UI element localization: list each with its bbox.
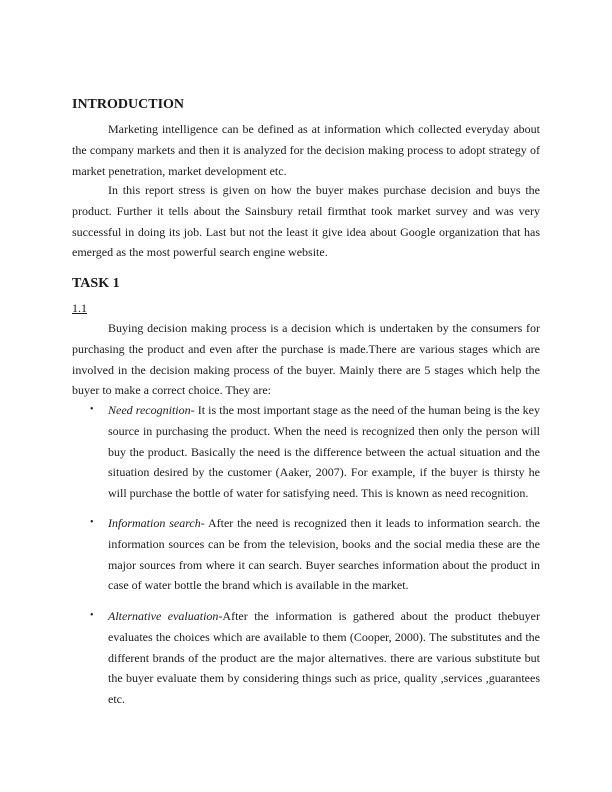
- bullet-term: Alternative evaluation: [108, 609, 219, 623]
- bullet-icon: •: [90, 517, 94, 528]
- bullet-text: - It is the most important stage as the need of the human being is the key source in purchasing the product. When the need is recognized then only the person will buy the product. Basically the need is the difference between the actual situation and the situation desired by the customer (Aaker, 2007). For example, if the buyer is thirsty he will purchase the bottle of water for satisfying need. This is known as need recognition.: [108, 403, 540, 501]
- bullet-icon: •: [90, 404, 94, 415]
- bullet-need-recognition: [90, 400, 540, 504]
- bullet-text: -After the information is gathered about the product thebuyer evaluates the choices which are available to them (Cooper, 2000). The substitutes and the different brands of the product are the major alternatives. there are various substitute but the buyer evaluate them by considering things such as price, quality ,services ,guarantees etc.: [108, 609, 541, 707]
- bullet-information-search: [90, 513, 540, 596]
- bullet-icon: •: [90, 610, 94, 621]
- bullet-text: - After the need is recognized then it leads to information search. the information sources can be from the television, books and the social media these are the major sources from where it can search. Buyer searches information about the product in case of water bottle the brand which is available in the market.: [108, 516, 540, 593]
- subsection-number: 1.1: [72, 301, 87, 315]
- intro-paragraph-2: In this report stress is given on how the buyer makes purchase decision and buys the product. Further it tells about the Sainsbury retail firmthat took market survey and was very successful in doing its job. Last but not the least it give idea about Google organization that has emerged as the most powerful search engine website.: [72, 183, 540, 260]
- introduction-heading: INTRODUCTION: [72, 97, 185, 112]
- task-1-heading: TASK 1: [72, 276, 120, 291]
- bullet-term: Need recognition: [108, 403, 191, 417]
- bullet-alternative-evaluation: [90, 606, 541, 710]
- bullet-term: Information search: [108, 516, 201, 530]
- task-1-paragraph: Buying decision making process is a decision which is undertaken by the consumers for purchasing the product and even after the purchase is made.There are various stages which are involved in the decision making process of the buyer. Mainly there are 5 stages which help the buyer to make a correct choice. They are:: [72, 321, 540, 398]
- intro-paragraph-1: Marketing intelligence can be defined as at information which collected everyday about the company markets and then it is analyzed for the decision making process to adopt strategy of market penetration, market development etc.: [72, 122, 540, 178]
